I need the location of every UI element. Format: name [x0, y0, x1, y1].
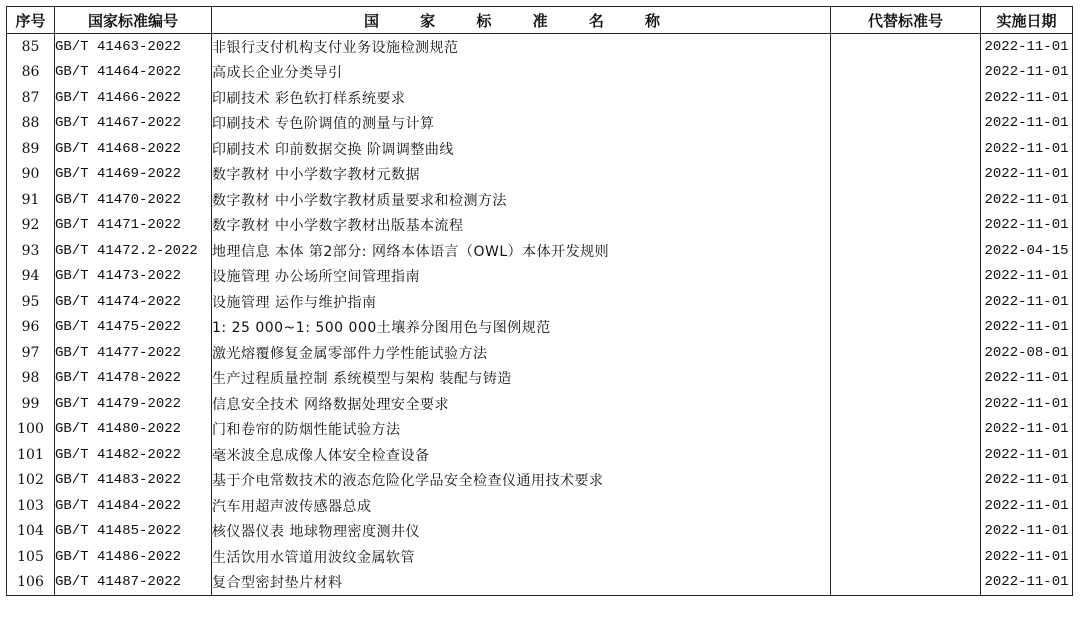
cell-seq: 92 — [7, 213, 55, 239]
cell-implementation-date: 2022-11-01 — [981, 136, 1073, 162]
cell-seq: 96 — [7, 315, 55, 341]
cell-standard-code: GB/T 41487-2022 — [55, 570, 212, 596]
cell-standard-code: GB/T 41463-2022 — [55, 34, 212, 60]
table-row — [7, 570, 1073, 596]
cell-standard-name: 生产过程质量控制 系统模型与架构 装配与铸造 — [212, 366, 831, 392]
cell-implementation-date: 2022-11-01 — [981, 493, 1073, 519]
cell-implementation-date: 2022-11-01 — [981, 85, 1073, 111]
cell-implementation-date: 2022-11-01 — [981, 519, 1073, 545]
cell-implementation-date: 2022-11-01 — [981, 111, 1073, 137]
cell-standard-code: GB/T 41486-2022 — [55, 544, 212, 570]
table-row — [7, 468, 1073, 494]
cell-standard-name: 高成长企业分类导引 — [212, 60, 831, 86]
header-seq: 序号 — [7, 7, 55, 34]
cell-replaced-standard — [831, 136, 981, 162]
cell-standard-name: 核仪器仪表 地球物理密度测井仪 — [212, 519, 831, 545]
cell-implementation-date: 2022-11-01 — [981, 417, 1073, 443]
cell-implementation-date: 2022-11-01 — [981, 391, 1073, 417]
cell-replaced-standard — [831, 34, 981, 60]
table-row — [7, 187, 1073, 213]
cell-standard-name: 印刷技术 印前数据交换 阶调调整曲线 — [212, 136, 831, 162]
cell-implementation-date: 2022-11-01 — [981, 213, 1073, 239]
cell-replaced-standard — [831, 417, 981, 443]
cell-standard-name: 数字教材 中小学数字教材元数据 — [212, 162, 831, 188]
cell-implementation-date: 2022-11-01 — [981, 60, 1073, 86]
cell-standard-code: GB/T 41475-2022 — [55, 315, 212, 341]
table-row — [7, 417, 1073, 443]
cell-standard-name: 印刷技术 专色阶调值的测量与计算 — [212, 111, 831, 137]
header-date: 实施日期 — [981, 7, 1073, 34]
cell-standard-name: 非银行支付机构支付业务设施检测规范 — [212, 34, 831, 60]
table-header-row — [7, 7, 1073, 34]
table-row — [7, 85, 1073, 111]
table-row — [7, 264, 1073, 290]
table-row — [7, 213, 1073, 239]
cell-replaced-standard — [831, 391, 981, 417]
cell-seq: 95 — [7, 289, 55, 315]
cell-standard-name: 设施管理 办公场所空间管理指南 — [212, 264, 831, 290]
cell-implementation-date: 2022-11-01 — [981, 315, 1073, 341]
cell-standard-name: 生活饮用水管道用波纹金属软管 — [212, 544, 831, 570]
cell-standard-name: 印刷技术 彩色软打样系统要求 — [212, 85, 831, 111]
header-name: 国 家 标 准 名 称 — [212, 7, 831, 34]
cell-implementation-date: 2022-11-01 — [981, 544, 1073, 570]
table-row — [7, 391, 1073, 417]
table-row — [7, 238, 1073, 264]
cell-seq: 88 — [7, 111, 55, 137]
table-row — [7, 34, 1073, 60]
table-row — [7, 493, 1073, 519]
cell-replaced-standard — [831, 315, 981, 341]
cell-implementation-date: 2022-11-01 — [981, 187, 1073, 213]
header-code: 国家标准编号 — [55, 7, 212, 34]
cell-standard-code: GB/T 41485-2022 — [55, 519, 212, 545]
cell-standard-name: 地理信息 本体 第2部分: 网络本体语言（OWL）本体开发规则 — [212, 238, 831, 264]
cell-replaced-standard — [831, 442, 981, 468]
table-row — [7, 162, 1073, 188]
cell-standard-code: GB/T 41483-2022 — [55, 468, 212, 494]
cell-seq: 94 — [7, 264, 55, 290]
cell-replaced-standard — [831, 264, 981, 290]
cell-standard-code: GB/T 41473-2022 — [55, 264, 212, 290]
cell-replaced-standard — [831, 493, 981, 519]
table-row — [7, 315, 1073, 341]
cell-standard-code: GB/T 41479-2022 — [55, 391, 212, 417]
cell-standard-name: 数字教材 中小学数字教材质量要求和检测方法 — [212, 187, 831, 213]
cell-seq: 98 — [7, 366, 55, 392]
cell-implementation-date: 2022-11-01 — [981, 264, 1073, 290]
cell-implementation-date: 2022-11-01 — [981, 468, 1073, 494]
cell-implementation-date: 2022-11-01 — [981, 366, 1073, 392]
cell-replaced-standard — [831, 366, 981, 392]
cell-standard-code: GB/T 41468-2022 — [55, 136, 212, 162]
table-row — [7, 289, 1073, 315]
table-row — [7, 544, 1073, 570]
cell-implementation-date: 2022-08-01 — [981, 340, 1073, 366]
cell-replaced-standard — [831, 60, 981, 86]
cell-implementation-date: 2022-11-01 — [981, 289, 1073, 315]
cell-seq: 90 — [7, 162, 55, 188]
cell-standard-name: 门和卷帘的防烟性能试验方法 — [212, 417, 831, 443]
cell-standard-code: GB/T 41477-2022 — [55, 340, 212, 366]
cell-seq: 87 — [7, 85, 55, 111]
table-row — [7, 136, 1073, 162]
cell-implementation-date: 2022-11-01 — [981, 570, 1073, 596]
cell-replaced-standard — [831, 289, 981, 315]
cell-standard-name: 1: 25 000~1: 500 000土壤养分图用色与图例规范 — [212, 315, 831, 341]
cell-seq: 86 — [7, 60, 55, 86]
cell-seq: 89 — [7, 136, 55, 162]
table-row — [7, 519, 1073, 545]
cell-standard-code: GB/T 41472.2-2022 — [55, 238, 212, 264]
header-replaced: 代替标准号 — [831, 7, 981, 34]
cell-standard-code: GB/T 41470-2022 — [55, 187, 212, 213]
cell-seq: 101 — [7, 442, 55, 468]
table-row — [7, 60, 1073, 86]
cell-standard-name: 激光熔覆修复金属零部件力学性能试验方法 — [212, 340, 831, 366]
cell-implementation-date: 2022-11-01 — [981, 34, 1073, 60]
table-row — [7, 366, 1073, 392]
cell-seq: 104 — [7, 519, 55, 545]
cell-replaced-standard — [831, 162, 981, 188]
cell-standard-code: GB/T 41482-2022 — [55, 442, 212, 468]
table-row — [7, 442, 1073, 468]
cell-seq: 85 — [7, 34, 55, 60]
cell-standard-name: 毫米波全息成像人体安全检查设备 — [212, 442, 831, 468]
cell-seq: 102 — [7, 468, 55, 494]
cell-replaced-standard — [831, 570, 981, 596]
cell-seq: 97 — [7, 340, 55, 366]
cell-standard-name: 数字教材 中小学数字教材出版基本流程 — [212, 213, 831, 239]
cell-replaced-standard — [831, 111, 981, 137]
cell-replaced-standard — [831, 544, 981, 570]
cell-seq: 105 — [7, 544, 55, 570]
cell-implementation-date: 2022-11-01 — [981, 442, 1073, 468]
cell-standard-name: 基于介电常数技术的液态危险化学品安全检查仪通用技术要求 — [212, 468, 831, 494]
cell-replaced-standard — [831, 238, 981, 264]
cell-standard-name: 信息安全技术 网络数据处理安全要求 — [212, 391, 831, 417]
cell-standard-code: GB/T 41464-2022 — [55, 60, 212, 86]
cell-standard-code: GB/T 41466-2022 — [55, 85, 212, 111]
table-row — [7, 340, 1073, 366]
cell-implementation-date: 2022-04-15 — [981, 238, 1073, 264]
cell-replaced-standard — [831, 519, 981, 545]
cell-standard-name: 复合型密封垫片材料 — [212, 570, 831, 596]
cell-standard-code: GB/T 41467-2022 — [55, 111, 212, 137]
cell-replaced-standard — [831, 340, 981, 366]
cell-seq: 99 — [7, 391, 55, 417]
cell-standard-name: 设施管理 运作与维护指南 — [212, 289, 831, 315]
cell-replaced-standard — [831, 213, 981, 239]
cell-standard-code: GB/T 41471-2022 — [55, 213, 212, 239]
cell-seq: 106 — [7, 570, 55, 596]
cell-seq: 103 — [7, 493, 55, 519]
cell-replaced-standard — [831, 187, 981, 213]
cell-replaced-standard — [831, 468, 981, 494]
cell-seq: 93 — [7, 238, 55, 264]
cell-standard-code: GB/T 41474-2022 — [55, 289, 212, 315]
cell-standard-code: GB/T 41478-2022 — [55, 366, 212, 392]
cell-seq: 91 — [7, 187, 55, 213]
standards-table — [6, 6, 1073, 596]
table-row — [7, 111, 1073, 137]
cell-implementation-date: 2022-11-01 — [981, 162, 1073, 188]
cell-replaced-standard — [831, 85, 981, 111]
cell-standard-code: GB/T 41480-2022 — [55, 417, 212, 443]
cell-standard-code: GB/T 41469-2022 — [55, 162, 212, 188]
cell-seq: 100 — [7, 417, 55, 443]
cell-standard-code: GB/T 41484-2022 — [55, 493, 212, 519]
cell-standard-name: 汽车用超声波传感器总成 — [212, 493, 831, 519]
